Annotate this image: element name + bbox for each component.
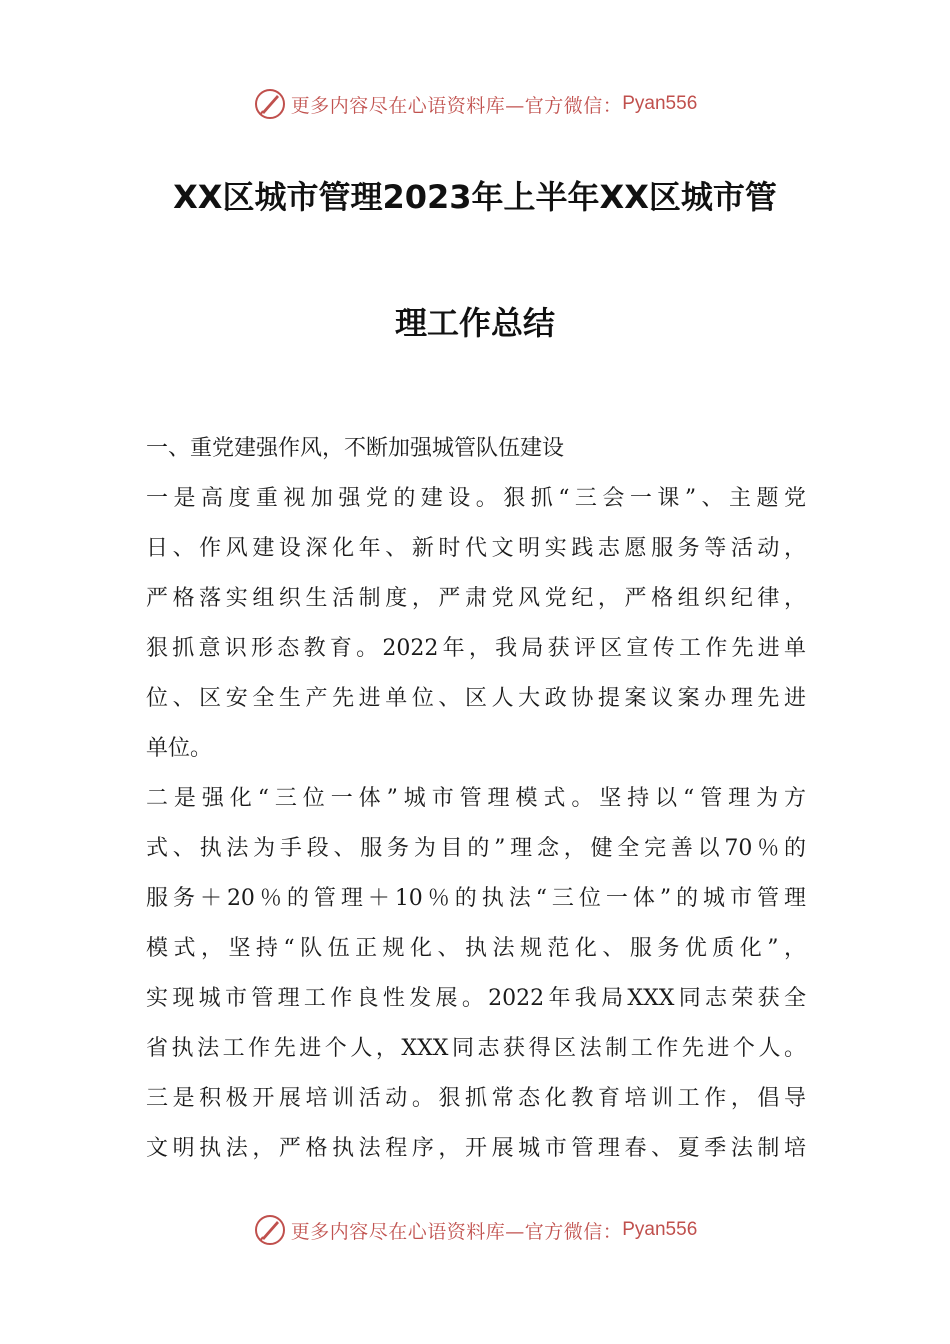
body-line: 狠抓意识形态教育。2022年，我局获评区宣传工作先进单 xyxy=(146,636,806,661)
body-line: 省执法工作先进个人，XXX同志获得区法制工作先进个人。 xyxy=(146,1036,806,1061)
footer-watermark-banner xyxy=(0,1210,950,1250)
banner-text: 更多内容尽在心语资料库—官方微信： xyxy=(290,94,623,117)
quill-logo-icon xyxy=(253,1213,287,1247)
body-line: 实现城市管理工作良性发展。2022年我局XXX同志荣获全 xyxy=(146,986,806,1011)
body-line: 式、执法为手段、服务为目的”理念，健全完善以70％的 xyxy=(146,836,806,861)
banner-wechat-id: Pyan556 xyxy=(622,1219,698,1240)
body-line: 单位。 xyxy=(146,736,213,761)
body-line: 日、作风建设深化年、新时代文明实践志愿服务等活动， xyxy=(146,536,806,561)
body-line: 严格落实组织生活制度，严肃党风党纪，严格组织纪律， xyxy=(146,586,806,611)
banner-wechat-id: Pyan556 xyxy=(622,93,698,114)
body-line: 三是积极开展培训活动。狠抓常态化教育培训工作，倡导 xyxy=(146,1086,806,1111)
document-title-line-1: XX区城市管理2023年上半年XX区城市管 xyxy=(173,178,777,216)
body-line: 服务＋20％的管理＋10％的执法“三位一体”的城市管理 xyxy=(146,886,806,911)
document-title-line-2: 理工作总结 xyxy=(394,304,555,342)
section-heading: 一、重党建强作风，不断加强城管队伍建设 xyxy=(146,436,565,461)
body-line: 二是强化“三位一体”城市管理模式。坚持以“管理为方 xyxy=(146,786,806,811)
quill-logo-icon xyxy=(253,87,287,121)
document-body xyxy=(146,424,806,1174)
body-line: 位、区安全生产先进单位、区人大政协提案议案办理先进 xyxy=(146,686,806,711)
banner-text: 更多内容尽在心语资料库—官方微信： xyxy=(290,1220,623,1243)
body-line: 文明执法，严格执法程序，开展城市管理春、夏季法制培 xyxy=(146,1136,806,1161)
body-line: 一是高度重视加强党的建设。狠抓“三会一课”、主题党 xyxy=(146,486,806,511)
body-line: 模式，坚持“队伍正规化、执法规范化、服务优质化”， xyxy=(146,936,806,961)
header-watermark-banner xyxy=(0,84,950,124)
